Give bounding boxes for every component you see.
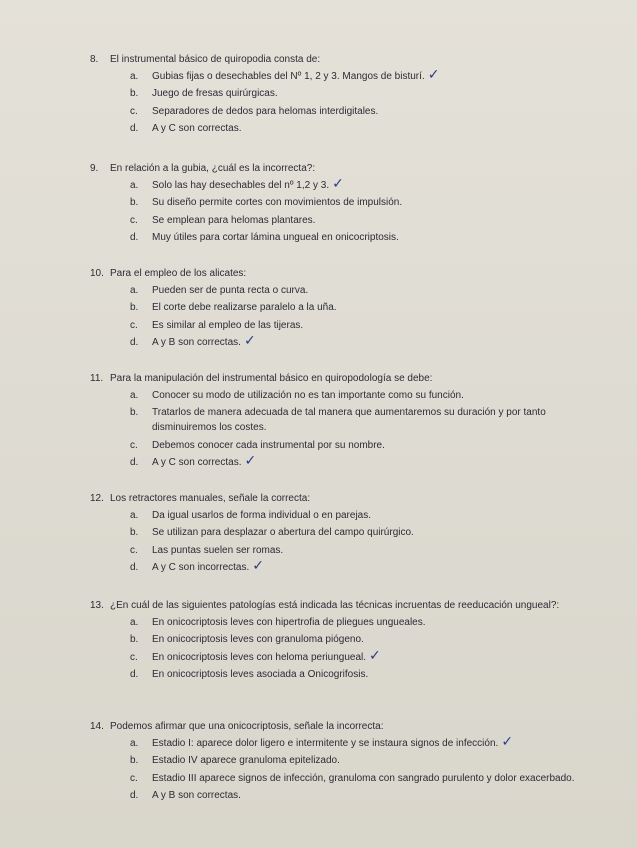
checkmark-icon: ✓ (369, 647, 381, 664)
question-stem (90, 52, 580, 67)
answer-option (130, 788, 580, 803)
option-body (152, 213, 580, 228)
option-body (152, 560, 580, 575)
option-letter: a. (130, 510, 139, 521)
option-body (152, 283, 580, 298)
option-text: En onicocriptosis leves asociada a Onicogrifosis. (152, 669, 369, 681)
question-text: Los retractores manuales, señale la correcta: (110, 493, 311, 504)
answer-option (130, 736, 580, 751)
option-letter: c. (130, 544, 138, 556)
option-letter: c. (130, 772, 138, 784)
option-body (152, 405, 580, 435)
option-letter: d. (130, 337, 139, 349)
question-stem (90, 161, 580, 176)
option-text: Debemos conocer cada instrumental por su nombre. (152, 439, 385, 451)
option-text: A y C son incorrectas. (152, 562, 250, 574)
option-letter: b. (130, 527, 139, 539)
question-6 (90, 598, 580, 685)
option-body (152, 632, 580, 647)
answer-option (130, 405, 580, 435)
question-text: En relación a la gubia, ¿cuál es la incorrecta?: (110, 163, 316, 174)
option-body (152, 104, 580, 119)
question-text: Para el empleo de los alicates: (110, 268, 247, 279)
option-text: Estadio I: aparece dolor ligero e intermitente y se instaura signos de infección. (152, 738, 499, 749)
option-text: Tratarlos de manera adecuada de tal manera que aumentaremos su duración y por tanto disminuiremos los costes. (152, 407, 546, 434)
option-list (90, 736, 580, 803)
answer-option (130, 335, 580, 350)
question-stem (90, 598, 580, 613)
option-letter: c. (130, 105, 138, 117)
option-letter: a. (130, 738, 139, 749)
option-list (90, 69, 580, 136)
option-text: Conocer su modo de utilización no es tan importante como su función. (152, 390, 464, 401)
option-list (90, 178, 580, 245)
question-text: Para la manipulación del instrumental básico en quiropodología se debe: (110, 373, 433, 384)
option-letter: b. (130, 634, 139, 646)
question-stem (90, 371, 580, 386)
option-body (152, 736, 580, 751)
checkmark-icon: ✓ (244, 453, 257, 470)
option-letter: a. (130, 390, 139, 401)
option-text: A y C son correctas. (152, 457, 242, 469)
option-body (152, 230, 580, 245)
answer-option (130, 753, 580, 768)
option-text: Se utilizan para desplazar o abertura del campo quirúrgico. (152, 527, 414, 539)
answer-option (130, 508, 580, 523)
checkmark-icon: ✓ (332, 176, 344, 192)
option-text: Es similar al empleo de las tijeras. (152, 319, 304, 331)
answer-option (130, 230, 580, 245)
answer-option (130, 615, 580, 630)
option-body (152, 300, 580, 315)
answer-option (130, 455, 580, 470)
option-text: En onicocriptosis leves con hipertrofia de pliegues ungueales. (152, 617, 426, 628)
option-text: Juego de fresas quirúrgicas. (152, 88, 278, 100)
option-text: Gubias fijas o desechables del Nº 1, 2 y 3. Mangos de bisturí. (152, 71, 425, 82)
option-text: A y B son correctas. (152, 337, 241, 349)
option-letter: d. (130, 457, 139, 469)
answer-option (130, 525, 580, 540)
checkmark-icon: ✓ (427, 67, 440, 83)
question-number: 8. (90, 54, 99, 65)
answer-option (130, 632, 580, 647)
question-7 (90, 719, 580, 806)
answer-option (130, 647, 580, 665)
answer-option (130, 388, 580, 403)
option-text: Muy útiles para cortar lámina ungueal en onicocriptosis. (152, 232, 399, 244)
option-text: Su diseño permite cortes con movimientos de impulsión. (152, 197, 403, 209)
answer-option (130, 69, 580, 84)
answer-option (130, 195, 580, 210)
question-text: ¿En cuál de las siguientes patologías está indicada las técnicas incruentas de reeducación ungueal?: (110, 600, 560, 611)
answer-option (130, 104, 580, 119)
option-body (152, 647, 580, 665)
question-number: 13. (90, 600, 104, 611)
option-letter: a. (130, 285, 139, 296)
option-body (152, 788, 580, 803)
option-letter: b. (130, 88, 139, 100)
question-number: 14. (90, 721, 104, 732)
answer-option (130, 213, 580, 228)
option-body (152, 753, 580, 768)
option-body (152, 178, 580, 193)
question-stem (90, 719, 580, 734)
answer-option (130, 121, 580, 136)
checkmark-icon: ✓ (252, 558, 264, 575)
answer-option (130, 438, 580, 453)
option-text: Pueden ser de punta recta o curva. (152, 285, 309, 296)
answer-option (130, 543, 580, 558)
option-body (152, 438, 580, 453)
option-letter: c. (130, 319, 138, 331)
option-body (152, 195, 580, 210)
answer-option (130, 318, 580, 333)
option-body (152, 771, 580, 786)
option-body (152, 455, 580, 470)
question-5 (90, 491, 580, 578)
option-letter: b. (130, 755, 139, 767)
answer-option (130, 86, 580, 101)
option-list (90, 388, 580, 470)
answer-option (130, 771, 580, 786)
question-3 (90, 266, 580, 353)
question-number: 11. (90, 373, 104, 384)
option-letter: d. (130, 790, 139, 802)
option-body (152, 86, 580, 101)
option-text: En onicocriptosis leves con granuloma piógeno. (152, 634, 364, 646)
option-body (152, 508, 580, 523)
option-body (152, 69, 580, 84)
answer-option (130, 300, 580, 315)
option-letter: b. (130, 302, 139, 314)
option-body (152, 543, 580, 558)
option-body (152, 335, 580, 350)
option-body (152, 667, 580, 682)
option-text: El corte debe realizarse paralelo a la uña. (152, 302, 337, 314)
option-text: Las puntas suelen ser romas. (152, 544, 284, 556)
option-letter: c. (130, 439, 138, 451)
option-letter: c. (130, 651, 138, 663)
option-text: Se emplean para helomas plantares. (152, 214, 316, 226)
option-body (152, 318, 580, 333)
option-letter: d. (130, 123, 139, 135)
option-body (152, 615, 580, 630)
option-letter: a. (130, 180, 139, 191)
option-text: Estadio IV aparece granuloma epitelizado. (152, 755, 340, 767)
option-letter: a. (130, 71, 139, 82)
option-body (152, 525, 580, 540)
option-letter: a. (130, 617, 139, 628)
option-body (152, 388, 580, 403)
question-number: 9. (90, 163, 99, 174)
option-list (90, 615, 580, 682)
option-list (90, 508, 580, 575)
option-letter: b. (130, 407, 139, 419)
option-letter: d. (130, 232, 139, 244)
checkmark-icon: ✓ (501, 734, 514, 750)
question-text: El instrumental básico de quiropodia consta de: (110, 54, 321, 65)
answer-option (130, 283, 580, 298)
answer-option (130, 667, 580, 682)
option-text: Da igual usarlos de forma individual o en parejas. (152, 510, 372, 521)
question-number: 12. (90, 493, 104, 504)
option-list (90, 283, 580, 350)
answer-option (130, 560, 580, 575)
option-body (152, 121, 580, 136)
option-text: A y C son correctas. (152, 123, 242, 135)
question-number: 10. (90, 268, 104, 279)
option-letter: c. (130, 214, 138, 226)
option-text: Estadio III aparece signos de infección, granuloma con sangrado purulento y dolor exacerbado. (152, 772, 575, 784)
question-stem (90, 491, 580, 506)
question-stem (90, 266, 580, 281)
option-text: En onicocriptosis leves con heloma periungueal. (152, 651, 367, 663)
checkmark-icon: ✓ (243, 333, 256, 350)
option-text: Separadores de dedos para helomas interdigitales. (152, 105, 379, 117)
question-4 (90, 371, 580, 473)
question-text: Podemos afirmar que una onicocriptosis, señale la incorrecta: (110, 721, 384, 732)
question-2 (90, 161, 580, 248)
option-letter: b. (130, 197, 139, 209)
option-text: A y B son correctas. (152, 790, 241, 802)
option-letter: d. (130, 669, 139, 681)
option-text: Solo las hay desechables del nº 1,2 y 3. (152, 180, 330, 191)
option-letter: d. (130, 562, 139, 574)
question-1 (90, 52, 580, 139)
answer-option (130, 178, 580, 193)
